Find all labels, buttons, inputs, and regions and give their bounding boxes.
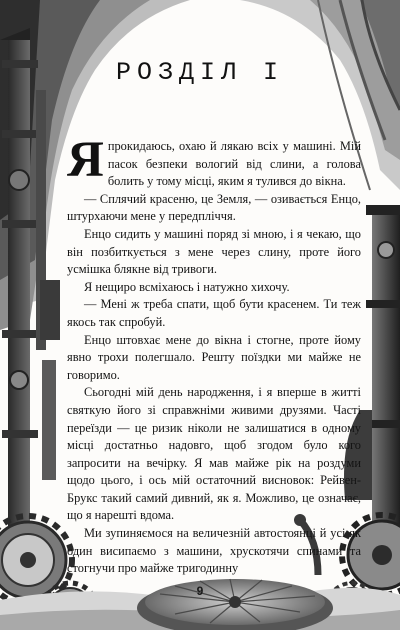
chapter-title: РОЗДІЛ І (115, 58, 285, 87)
paragraph: Сьогодні мій день народження, і я вперше в житті святкую його зі справжніми живими друзями. Часті переїзди — це ризик ніколи не залишатися в одному місці достатньо надовго, щоб згодом було кого запросити на вечірку. Я мав майже рік на роздуми щодо цього, і ось мій остаточний висновок: Рейвен-Брукс такий самий дивний, як я. Можливо, це означає, що я нарешті вдома. (67, 385, 361, 523)
paragraph: Енцо штовхає мене до вікна і стогне, проте йому явно трохи полегшало. Решту поїздки ми майже не говоримо. (67, 332, 361, 382)
paragraph: Енцо сидить у машині поряд зі мною, і я чекаю, що він позбиткується з мене через слину, проте його усмішка блякне від тривоги. (67, 226, 361, 277)
chapter-body (67, 132, 361, 578)
paragraph: Япрокидаюсь, охаю й лякаю всіх у машині. Мій пасок безпеки вологий від слини, а голова болить у тому місці, яким я тулився до вікна. (67, 132, 361, 189)
page-number: 9 (196, 584, 204, 598)
paragraph: Я нещиро всміхаюсь і натужно хихочу. (84, 279, 290, 294)
paragraph: — Сплячий красеню, це Земля, — озивається Енцо, штурхаючи мене у передпліччя. (67, 191, 361, 224)
paragraph: Ми зупиняємося на величезній автостоянці й усі як один висипаємо з машини, хрускотячи спинами та стогнучи про майже тригодинну (67, 526, 361, 576)
drop-cap: Я (67, 132, 104, 188)
paragraph: — Мені ж треба спати, щоб бути красенем. Ти теж якось так спробуй. (67, 297, 361, 329)
